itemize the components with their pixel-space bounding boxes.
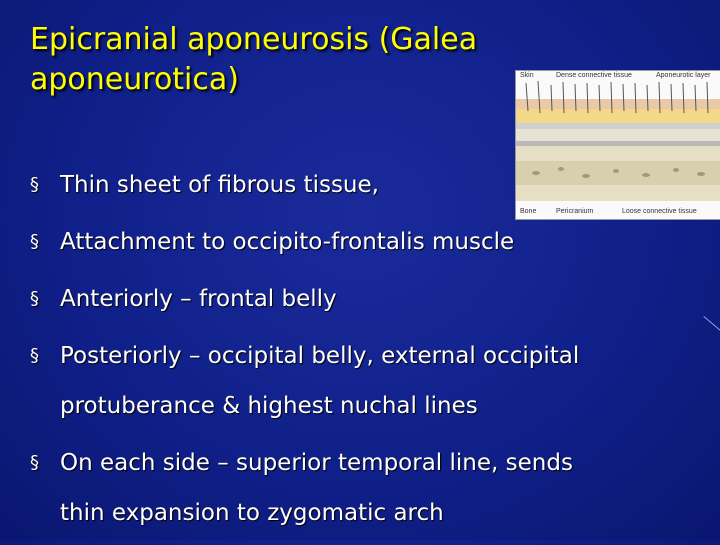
bullet-list [30,160,690,545]
bullet-item [30,274,690,324]
bullet-continuation: thin expansion to zygomatic arch [60,500,444,526]
figure-label-bone: Bone [520,208,537,215]
bullet-text: Anteriorly – frontal belly [60,286,337,312]
bullet-text: On each side – superior temporal line, sends [60,450,573,476]
bullet-item [30,331,690,431]
decorative-line [703,316,720,333]
bullet-text: Thin sheet of fibrous tissue, [60,172,379,198]
bullet-item [30,160,690,210]
bullet-marker-icon: § [30,174,39,195]
bullet-marker-icon: § [30,345,39,366]
bullet-continuation: protuberance & highest nuchal lines [60,393,478,419]
slide-title-line-1: Epicranial aponeurosis (Galea [30,22,478,57]
bullet-marker-icon: § [30,452,39,473]
bullet-text: Attachment to occipito-frontalis muscle [60,229,515,255]
bullet-marker-icon: § [30,288,39,309]
figure-label-pericranium: Pericranium [556,208,594,215]
bullet-item [30,217,690,267]
figure-label-loose-connective-tissue: Loose connective tissue [622,208,697,215]
figure-label-dense-connective-tissue: Dense connective tissue [556,72,632,79]
bullet-marker-icon: § [30,231,39,252]
slide-title-line-2: aponeurotica) [30,62,239,97]
figure-label-aponeurotic-layer: Aponeurotic layer [656,72,711,79]
figure-label-skin: Skin [520,72,534,79]
bullet-item [30,438,690,538]
slide-title [30,20,550,100]
bullet-text: Posteriorly – occipital belly, external occipital [60,343,580,369]
